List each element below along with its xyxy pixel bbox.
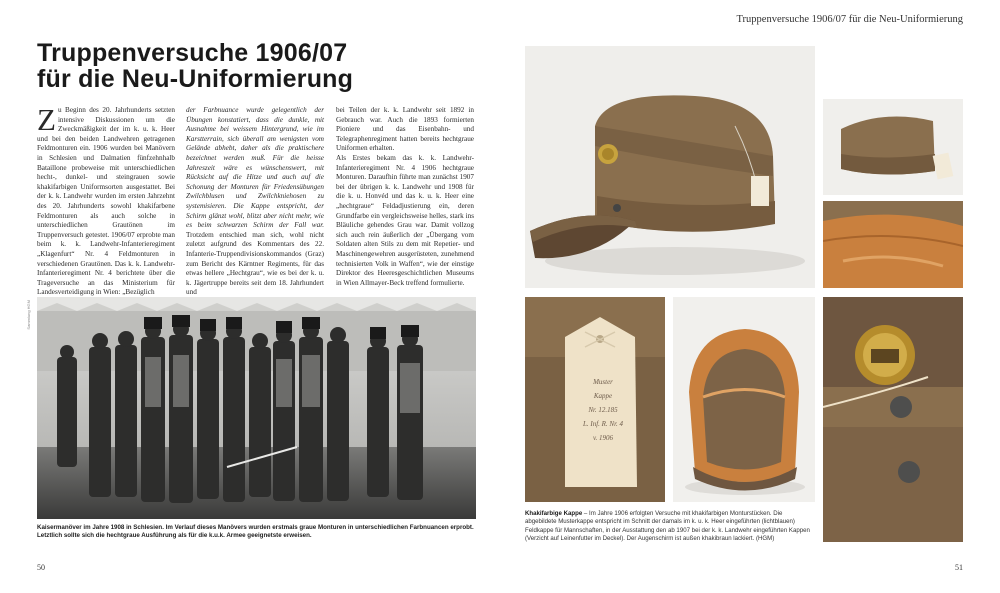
text-column-1 bbox=[37, 102, 175, 298]
button-closeup-graphic bbox=[823, 297, 963, 542]
page-number-left: 50 bbox=[37, 563, 45, 572]
title-line-2: für die Neu-Uniformierung bbox=[37, 65, 354, 93]
photo-caption-right bbox=[525, 510, 813, 543]
column-3-paragraph-1: bei Teilen der k. k. Landwehr seit 1892 in Gebrauch war. Auch die 1893 formierten Pioniere und das Eisenbahn- und Telegraphenregiment hatten bereits hechtgraue Uniformen erhalten. bbox=[336, 106, 474, 153]
caption-right-title: Khakifarbige Kappe bbox=[525, 510, 583, 517]
column-2-quote: der Farbnuance wurde gelegentlich der Übungen konstatiert, dass die dunkle, mit Ausnahme bei weissem Hintergrund, wie im Karstterrain, sich überall am wenigsten vom Gelände abhebt, daher als die praktischere bezeichnet werden muß. Für die heisse Jahreszeit wäre es wünschenswert, mit Rücksicht auf die Hitze und auch auf die Schonung der Monturen für Friedensübungen Zwilchblusen und Zwilchkniehosen zu systemisieren. Die Kappe entspricht, der Schirm glänzt wohl, blitzt aber nicht mehr, wie es beim schwarzen Schirm der Fall war. bbox=[186, 106, 324, 230]
cap-main-photo bbox=[525, 46, 815, 288]
article-title bbox=[37, 40, 353, 92]
cap-interior-graphic bbox=[673, 297, 815, 502]
tag-photo bbox=[525, 297, 665, 502]
caption-right-text: – Im Jahre 1906 erfolgten Versuche mit khakifarbigen Monturstücken. Die abgebildete Musterkappe entspricht im Schnitt der damals im k. u. k. Heer eingeführten (lichtblauen) Feldkappe für Mannschaften, in der Ausstattung den ab 1907 bei der k. k. Landwehr eingeführten Kappen (Verzicht auf Leinenfutter im Deckel). Der Augenschirm ist außen khakibraun lackiert. (HGM) bbox=[525, 510, 810, 542]
cap-interior-photo bbox=[673, 297, 815, 502]
text-column-2 bbox=[186, 106, 324, 298]
drop-cap: Z bbox=[37, 102, 56, 137]
cap-side-graphic bbox=[823, 99, 963, 195]
column-1-text: u Beginn des 20. Jahrhunderts setzten intensive Diskussionen um die Zweckmäßigkeit der im k. u. k. Heer und bei den beiden Landwehren getragenen Feldmonturen ein. 1906 wurden bei Manövern in Schlesien und Dalmatien fünfzehnhalb Bataillone probeweise mit unterschiedlichen hecht-, dunkel- und steingrauen sowie khakifarbigen Uniformsorten ausgestattet. Bei der k. k. Landwehr wurden im ersten Jahrzehnt des 20. Jahrhunderts sowohl khakifarbene Feldmonturen als auch solche in unterschiedlichen Grautönen im Truppenversuch getestet. 1906/07 erprobte man beim k. k. Landwehr-Infanterieregiment „Klagenfurt“ Nr. 4 Feldmonturen in verschiedenen Grautönen. Das k. k. Landwehr-Infanterieregiment Nr. 4 berichtete über die Trageversuche an das Ministerium für Landesverteidigung in Wien: „Bezüglich bbox=[37, 106, 175, 297]
page-number-right: 51 bbox=[955, 563, 963, 572]
photo-caption-left: Kaisermanöver im Jahre 1908 in Schlesien. Im Verlauf dieses Manövers wurden erstmals graue Monturen in unterschiedlichen Farbnuancen erprobt. Letztlich sollte sich die hechtgraue Ausführung als für die k.u.k. Armee geeignetste erweisen. bbox=[37, 524, 474, 540]
column-2-text: Trotzdem entschied man sich, wohl nicht zuletzt aufgrund des Kommentars des 22. Infanterie-Truppendivisionskommandos (Graz) zum Bericht des Kärntner Regiments, für das etwas hellere „Hechtgrau“, wie es bei der k. u. k. Jägertruppe bereits seit dem 18. Jahrhundert und bbox=[186, 230, 324, 297]
photo-credit: Sammlung HGM bbox=[26, 300, 31, 330]
tag-line-3: Nr. 12.185 bbox=[588, 406, 618, 414]
historic-photo-graphic bbox=[37, 297, 476, 519]
running-head: Truppenversuche 1906/07 für die Neu-Uniformierung bbox=[736, 14, 963, 25]
column-3-paragraph-2: Als Erstes bekam das k. k. Landwehr-Infanterieregiment Nr. 4 1906 hechtgraue Monturen. Daraufhin führte man zunächst 1907 bei der übrigen k. k. Landwehr und 1908 für die k. u. Honvéd und das k. u. k. Heer eine „hechtgraue“ Feldadjustierung ein, deren Grundfarbe ein vergleichsweise helles, stark ins Bläuliche gehendes Grau war. Damit vollzog sich auch rein äußerlich der „Übergang vom Soldaten alten Stils zu dem mit Repetier- und Maschinengewehren ausgerüsteten, zunehmend technisierten Volk in Waffen“, wie der einstige Direktor des Heeresgeschichtlichen Museums in Wien Allmayer-Beck treffend formulierte. bbox=[336, 153, 474, 287]
cap-side-photo bbox=[823, 99, 963, 195]
cap-main-graphic bbox=[525, 46, 815, 288]
text-column-3 bbox=[336, 106, 474, 288]
tag-line-5: v. 1906 bbox=[592, 434, 614, 442]
leather-band-graphic bbox=[823, 201, 963, 288]
tag-line-4: L. Inf. R. Nr. 4 bbox=[582, 420, 624, 428]
tag-handwriting bbox=[570, 375, 636, 445]
historic-photo-officers bbox=[37, 297, 476, 519]
tag-line-2: Kappe bbox=[593, 392, 613, 400]
tag-line-1: Muster bbox=[593, 378, 613, 386]
button-closeup-photo bbox=[823, 297, 963, 542]
title-line-1: Truppenversuche 1906/07 bbox=[37, 39, 348, 67]
leather-band-photo bbox=[823, 201, 963, 288]
